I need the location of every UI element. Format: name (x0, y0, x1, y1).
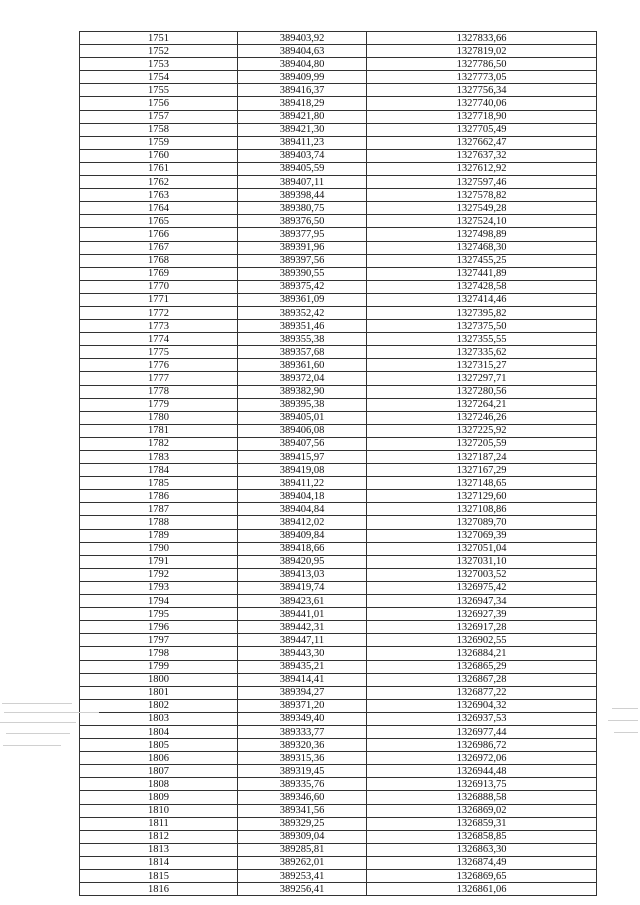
y-coordinate-cell: 1326861,06 (367, 883, 597, 896)
x-coordinate-cell: 389320,36 (238, 739, 367, 752)
table-row (80, 673, 597, 686)
x-coordinate-cell: 389335,76 (238, 778, 367, 791)
table-row (80, 176, 597, 189)
point-number-cell: 1772 (80, 306, 238, 319)
x-coordinate-cell: 389375,42 (238, 280, 367, 293)
y-coordinate-cell: 1327773,05 (367, 71, 597, 84)
x-coordinate-cell: 389398,44 (238, 189, 367, 202)
y-coordinate-cell: 1327705,49 (367, 123, 597, 136)
y-coordinate-cell: 1327756,34 (367, 84, 597, 97)
point-number-cell: 1781 (80, 424, 238, 437)
point-number-cell: 1794 (80, 595, 238, 608)
y-coordinate-cell: 1326937,53 (367, 712, 597, 725)
y-coordinate-cell: 1326888,58 (367, 791, 597, 804)
table-row (80, 424, 597, 437)
table-row (80, 883, 597, 896)
table-row (80, 516, 597, 529)
y-coordinate-cell: 1326944,48 (367, 765, 597, 778)
x-coordinate-cell: 389355,38 (238, 333, 367, 346)
point-number-cell: 1807 (80, 765, 238, 778)
table-row (80, 71, 597, 84)
point-number-cell: 1795 (80, 608, 238, 621)
scan-artifact-right (608, 720, 638, 721)
table-row (80, 398, 597, 411)
x-coordinate-cell: 389447,11 (238, 634, 367, 647)
x-coordinate-cell: 389377,95 (238, 228, 367, 241)
y-coordinate-cell: 1327468,30 (367, 241, 597, 254)
y-coordinate-cell: 1327819,02 (367, 45, 597, 58)
table-row (80, 830, 597, 843)
table-row (80, 306, 597, 319)
point-number-cell: 1799 (80, 660, 238, 673)
y-coordinate-cell: 1327414,46 (367, 293, 597, 306)
x-coordinate-cell: 389415,97 (238, 451, 367, 464)
point-number-cell: 1755 (80, 84, 238, 97)
point-number-cell: 1786 (80, 490, 238, 503)
point-number-cell: 1790 (80, 542, 238, 555)
point-number-cell: 1771 (80, 293, 238, 306)
point-number-cell: 1797 (80, 634, 238, 647)
x-coordinate-cell: 389253,41 (238, 870, 367, 883)
scan-artifact-left (2, 703, 72, 704)
table-row (80, 804, 597, 817)
table-row (80, 739, 597, 752)
point-number-cell: 1802 (80, 699, 238, 712)
x-coordinate-cell: 389404,80 (238, 58, 367, 71)
y-coordinate-cell: 1326858,85 (367, 830, 597, 843)
y-coordinate-cell: 1327205,59 (367, 437, 597, 450)
point-number-cell: 1810 (80, 804, 238, 817)
x-coordinate-cell: 389423,61 (238, 595, 367, 608)
table-row (80, 385, 597, 398)
table-row (80, 254, 597, 267)
x-coordinate-cell: 389403,74 (238, 149, 367, 162)
point-number-cell: 1758 (80, 123, 238, 136)
y-coordinate-cell: 1326877,22 (367, 686, 597, 699)
point-number-cell: 1780 (80, 411, 238, 424)
x-coordinate-cell: 389309,04 (238, 830, 367, 843)
table-row (80, 346, 597, 359)
x-coordinate-cell: 389411,23 (238, 136, 367, 149)
y-coordinate-cell: 1327003,52 (367, 568, 597, 581)
table-row (80, 555, 597, 568)
table-row (80, 765, 597, 778)
point-number-cell: 1811 (80, 817, 238, 830)
table-row (80, 778, 597, 791)
point-number-cell: 1787 (80, 503, 238, 516)
point-number-cell: 1764 (80, 202, 238, 215)
x-coordinate-cell: 389404,63 (238, 45, 367, 58)
y-coordinate-cell: 1326869,02 (367, 804, 597, 817)
table-row (80, 581, 597, 594)
point-number-cell: 1784 (80, 464, 238, 477)
x-coordinate-cell: 389333,77 (238, 725, 367, 738)
y-coordinate-cell: 1326917,28 (367, 621, 597, 634)
y-coordinate-cell: 1326947,34 (367, 595, 597, 608)
table-row (80, 97, 597, 110)
y-coordinate-cell: 1327549,28 (367, 202, 597, 215)
point-number-cell: 1773 (80, 320, 238, 333)
y-coordinate-cell: 1326874,49 (367, 856, 597, 869)
table-row (80, 503, 597, 516)
point-number-cell: 1754 (80, 71, 238, 84)
x-coordinate-cell: 389409,84 (238, 529, 367, 542)
point-number-cell: 1751 (80, 32, 238, 45)
y-coordinate-cell: 1327637,32 (367, 149, 597, 162)
table-row (80, 660, 597, 673)
x-coordinate-cell: 389349,40 (238, 712, 367, 725)
y-coordinate-cell: 1327441,89 (367, 267, 597, 280)
table-row (80, 647, 597, 660)
y-coordinate-cell: 1326902,55 (367, 634, 597, 647)
y-coordinate-cell: 1327108,86 (367, 503, 597, 516)
scan-artifact-left (0, 722, 76, 723)
y-coordinate-cell: 1327395,82 (367, 306, 597, 319)
table-row (80, 215, 597, 228)
y-coordinate-cell: 1327718,90 (367, 110, 597, 123)
x-coordinate-cell: 389406,08 (238, 424, 367, 437)
point-number-cell: 1760 (80, 149, 238, 162)
point-number-cell: 1768 (80, 254, 238, 267)
point-number-cell: 1783 (80, 451, 238, 464)
point-number-cell: 1805 (80, 739, 238, 752)
point-number-cell: 1766 (80, 228, 238, 241)
point-number-cell: 1793 (80, 581, 238, 594)
x-coordinate-cell: 389285,81 (238, 843, 367, 856)
y-coordinate-cell: 1327524,10 (367, 215, 597, 228)
table-row (80, 870, 597, 883)
point-number-cell: 1803 (80, 712, 238, 725)
scan-artifact-left (3, 745, 61, 746)
x-coordinate-cell: 389395,38 (238, 398, 367, 411)
point-number-cell: 1785 (80, 477, 238, 490)
table-row (80, 189, 597, 202)
x-coordinate-cell: 389407,56 (238, 437, 367, 450)
x-coordinate-cell: 389405,59 (238, 162, 367, 175)
y-coordinate-cell: 1327246,26 (367, 411, 597, 424)
y-coordinate-cell: 1326869,65 (367, 870, 597, 883)
x-coordinate-cell: 389407,11 (238, 176, 367, 189)
y-coordinate-cell: 1326972,06 (367, 752, 597, 765)
x-coordinate-cell: 389382,90 (238, 385, 367, 398)
table-row (80, 320, 597, 333)
point-number-cell: 1792 (80, 568, 238, 581)
table-row (80, 634, 597, 647)
table-row (80, 817, 597, 830)
x-coordinate-cell: 389409,99 (238, 71, 367, 84)
point-number-cell: 1788 (80, 516, 238, 529)
point-number-cell: 1814 (80, 856, 238, 869)
x-coordinate-cell: 389419,08 (238, 464, 367, 477)
table-row (80, 856, 597, 869)
y-coordinate-cell: 1326867,28 (367, 673, 597, 686)
x-coordinate-cell: 389329,25 (238, 817, 367, 830)
table-row (80, 437, 597, 450)
x-coordinate-cell: 389361,09 (238, 293, 367, 306)
x-coordinate-cell: 389346,60 (238, 791, 367, 804)
y-coordinate-cell: 1327375,50 (367, 320, 597, 333)
table-row (80, 333, 597, 346)
y-coordinate-cell: 1326975,42 (367, 581, 597, 594)
point-number-cell: 1809 (80, 791, 238, 804)
table-row (80, 267, 597, 280)
y-coordinate-cell: 1327167,29 (367, 464, 597, 477)
point-number-cell: 1752 (80, 45, 238, 58)
y-coordinate-cell: 1327833,66 (367, 32, 597, 45)
table-row (80, 228, 597, 241)
x-coordinate-cell: 389418,66 (238, 542, 367, 555)
table-row (80, 293, 597, 306)
y-coordinate-cell: 1327225,92 (367, 424, 597, 437)
table-row (80, 451, 597, 464)
point-number-cell: 1765 (80, 215, 238, 228)
y-coordinate-cell: 1326904,32 (367, 699, 597, 712)
point-number-cell: 1791 (80, 555, 238, 568)
y-coordinate-cell: 1327264,21 (367, 398, 597, 411)
x-coordinate-cell: 389391,96 (238, 241, 367, 254)
table-row (80, 542, 597, 555)
y-coordinate-cell: 1327031,10 (367, 555, 597, 568)
x-coordinate-cell: 389319,45 (238, 765, 367, 778)
x-coordinate-cell: 389404,84 (238, 503, 367, 516)
x-coordinate-cell: 389405,01 (238, 411, 367, 424)
y-coordinate-cell: 1327187,24 (367, 451, 597, 464)
y-coordinate-cell: 1326927,39 (367, 608, 597, 621)
x-coordinate-cell: 389420,95 (238, 555, 367, 568)
table-row (80, 490, 597, 503)
y-coordinate-cell: 1327280,56 (367, 385, 597, 398)
point-number-cell: 1775 (80, 346, 238, 359)
table-row (80, 202, 597, 215)
table-row (80, 84, 597, 97)
point-number-cell: 1757 (80, 110, 238, 123)
scan-artifact-right (614, 732, 638, 733)
y-coordinate-cell: 1327315,27 (367, 359, 597, 372)
point-number-cell: 1815 (80, 870, 238, 883)
point-number-cell: 1767 (80, 241, 238, 254)
x-coordinate-cell: 389404,18 (238, 490, 367, 503)
x-coordinate-cell: 389416,37 (238, 84, 367, 97)
y-coordinate-cell: 1327612,92 (367, 162, 597, 175)
y-coordinate-cell: 1327148,65 (367, 477, 597, 490)
y-coordinate-cell: 1327498,89 (367, 228, 597, 241)
point-number-cell: 1777 (80, 372, 238, 385)
y-coordinate-cell: 1327089,70 (367, 516, 597, 529)
y-coordinate-cell: 1327428,58 (367, 280, 597, 293)
y-coordinate-cell: 1326884,21 (367, 647, 597, 660)
x-coordinate-cell: 389371,20 (238, 699, 367, 712)
x-coordinate-cell: 389435,21 (238, 660, 367, 673)
table-row (80, 621, 597, 634)
point-number-cell: 1769 (80, 267, 238, 280)
table-row (80, 149, 597, 162)
point-number-cell: 1808 (80, 778, 238, 791)
point-number-cell: 1796 (80, 621, 238, 634)
point-number-cell: 1779 (80, 398, 238, 411)
point-number-cell: 1753 (80, 58, 238, 71)
table-row (80, 791, 597, 804)
y-coordinate-cell: 1327069,39 (367, 529, 597, 542)
table-row (80, 595, 597, 608)
x-coordinate-cell: 389390,55 (238, 267, 367, 280)
x-coordinate-cell: 389412,02 (238, 516, 367, 529)
x-coordinate-cell: 389341,56 (238, 804, 367, 817)
point-number-cell: 1776 (80, 359, 238, 372)
x-coordinate-cell: 389315,36 (238, 752, 367, 765)
point-number-cell: 1789 (80, 529, 238, 542)
point-number-cell: 1761 (80, 162, 238, 175)
table-row (80, 608, 597, 621)
table-row (80, 699, 597, 712)
x-coordinate-cell: 389376,50 (238, 215, 367, 228)
x-coordinate-cell: 389413,03 (238, 568, 367, 581)
point-number-cell: 1778 (80, 385, 238, 398)
y-coordinate-cell: 1326863,30 (367, 843, 597, 856)
x-coordinate-cell: 389421,30 (238, 123, 367, 136)
scan-artifact-left (4, 712, 99, 713)
table-row (80, 136, 597, 149)
y-coordinate-cell: 1327740,06 (367, 97, 597, 110)
point-number-cell: 1813 (80, 843, 238, 856)
y-coordinate-cell: 1327297,71 (367, 372, 597, 385)
table-row (80, 241, 597, 254)
table-row (80, 411, 597, 424)
table-row (80, 843, 597, 856)
y-coordinate-cell: 1327662,47 (367, 136, 597, 149)
point-number-cell: 1770 (80, 280, 238, 293)
y-coordinate-cell: 1327129,60 (367, 490, 597, 503)
x-coordinate-cell: 389418,29 (238, 97, 367, 110)
x-coordinate-cell: 389443,30 (238, 647, 367, 660)
table-row (80, 712, 597, 725)
point-number-cell: 1798 (80, 647, 238, 660)
scan-artifact-left (6, 733, 70, 734)
table-row (80, 110, 597, 123)
coordinates-table-body (80, 32, 597, 896)
table-row (80, 359, 597, 372)
x-coordinate-cell: 389361,60 (238, 359, 367, 372)
point-number-cell: 1806 (80, 752, 238, 765)
table-row (80, 477, 597, 490)
point-number-cell: 1763 (80, 189, 238, 202)
x-coordinate-cell: 389442,31 (238, 621, 367, 634)
point-number-cell: 1762 (80, 176, 238, 189)
y-coordinate-cell: 1327786,50 (367, 58, 597, 71)
point-number-cell: 1774 (80, 333, 238, 346)
point-number-cell: 1804 (80, 725, 238, 738)
x-coordinate-cell: 389256,41 (238, 883, 367, 896)
y-coordinate-cell: 1326859,31 (367, 817, 597, 830)
point-number-cell: 1812 (80, 830, 238, 843)
scan-artifact-right (612, 708, 638, 709)
table-row (80, 686, 597, 699)
point-number-cell: 1801 (80, 686, 238, 699)
x-coordinate-cell: 389262,01 (238, 856, 367, 869)
table-row (80, 123, 597, 136)
x-coordinate-cell: 389357,68 (238, 346, 367, 359)
y-coordinate-cell: 1327355,55 (367, 333, 597, 346)
table-row (80, 280, 597, 293)
table-row (80, 58, 597, 71)
y-coordinate-cell: 1327455,25 (367, 254, 597, 267)
point-number-cell: 1759 (80, 136, 238, 149)
y-coordinate-cell: 1326865,29 (367, 660, 597, 673)
table-row (80, 162, 597, 175)
x-coordinate-cell: 389351,46 (238, 320, 367, 333)
table-row (80, 372, 597, 385)
x-coordinate-cell: 389394,27 (238, 686, 367, 699)
y-coordinate-cell: 1326986,72 (367, 739, 597, 752)
x-coordinate-cell: 389421,80 (238, 110, 367, 123)
x-coordinate-cell: 389380,75 (238, 202, 367, 215)
y-coordinate-cell: 1327335,62 (367, 346, 597, 359)
table-row (80, 464, 597, 477)
y-coordinate-cell: 1327051,04 (367, 542, 597, 555)
table-row (80, 752, 597, 765)
x-coordinate-cell: 389441,01 (238, 608, 367, 621)
point-number-cell: 1800 (80, 673, 238, 686)
x-coordinate-cell: 389411,22 (238, 477, 367, 490)
table-row (80, 568, 597, 581)
table-row (80, 32, 597, 45)
x-coordinate-cell: 389352,42 (238, 306, 367, 319)
x-coordinate-cell: 389397,56 (238, 254, 367, 267)
x-coordinate-cell: 389403,92 (238, 32, 367, 45)
point-number-cell: 1782 (80, 437, 238, 450)
table-row (80, 529, 597, 542)
y-coordinate-cell: 1327597,46 (367, 176, 597, 189)
y-coordinate-cell: 1327578,82 (367, 189, 597, 202)
table-row (80, 45, 597, 58)
y-coordinate-cell: 1326913,75 (367, 778, 597, 791)
table-row (80, 725, 597, 738)
x-coordinate-cell: 389372,04 (238, 372, 367, 385)
x-coordinate-cell: 389419,74 (238, 581, 367, 594)
coordinates-table (79, 31, 597, 896)
x-coordinate-cell: 389414,41 (238, 673, 367, 686)
y-coordinate-cell: 1326977,44 (367, 725, 597, 738)
point-number-cell: 1756 (80, 97, 238, 110)
point-number-cell: 1816 (80, 883, 238, 896)
